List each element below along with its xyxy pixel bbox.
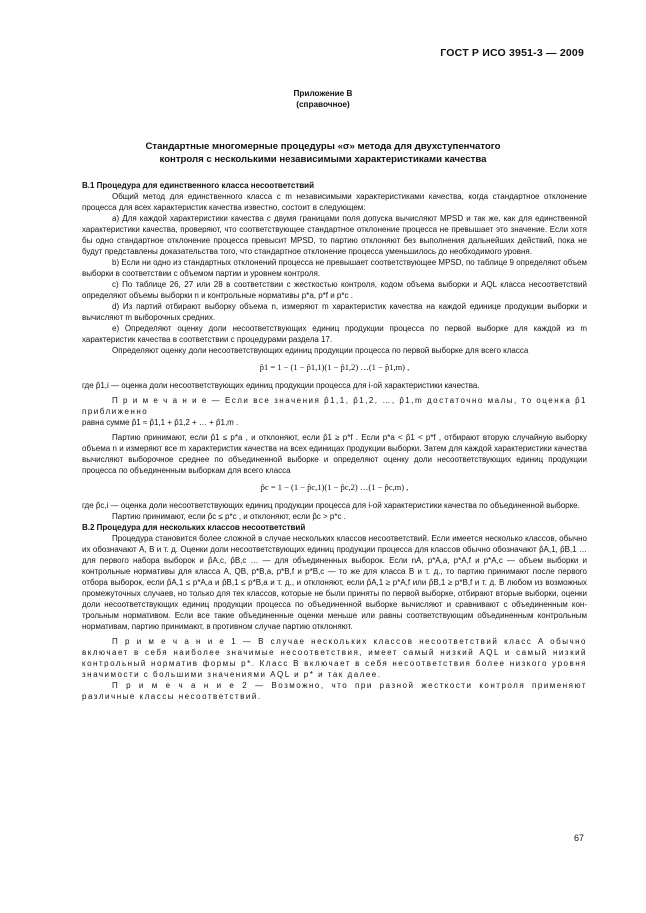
b1-item-b: b) Если ни одно из стандартных отклонений процесса не превышает соответствующее MPSD, по таблице 9 определяют объем выборки в соответствии с объемом партии и уровнем контроля. xyxy=(82,258,587,278)
formula-p1: p̂1 = 1 − (1 − p̂1,1)(1 − p̂1,2) …(1 − p̂1,m) , xyxy=(259,362,410,372)
section-title-line1: Стандартные многомерные процедуры «σ» метода для двухступенчатого xyxy=(145,141,501,152)
b1-item-e2: Определяют оценку доли несоответствующих единиц продукции процесса по первой выборке для всего класса xyxy=(112,346,529,355)
b2-note-2: П р и м е ч а н и е 2 — Возможно, что при разной жесткости контроля применяют различные классы несоответствий. xyxy=(82,681,587,701)
note-sum-line2: равна сумме p̂1 ≈ p̂1,1 + p̂1,2 + … + p̂1,m . xyxy=(82,418,239,427)
body-text xyxy=(82,180,587,702)
acceptance-first-sample: Партию принимают, если p̂1 ≤ p*a , и отклоняют, если p̂1 ≥ p*f . Если p*a < p̂1 < p*f , отбирают вторую случайную выборку объема n и измеряют все m характеристик качества на всех единицах продукции выборки. Затем для каждой характеристики качества вычисляют выборочное среднее по объединенной выборке и определяют оценку доли несоответствующих единиц продукции процесса по объединенным выборкам для всего класса xyxy=(82,433,587,475)
b2-heading: В.2 Процедура для нескольких классов несоответствий xyxy=(82,523,306,532)
b1-intro: Общий метод для единственного класса с m независимыми характеристиками качества, когда стандартное отклонение процесса для всех характеристик качества известно, состоит в следующем: xyxy=(82,192,587,212)
formula-pc: p̂c = 1 − (1 − p̂c,1)(1 − p̂c,2) …(1 − p̂c,m) , xyxy=(260,482,409,492)
b1-item-c: c) По таблице 26, 27 или 28 в соответствии с жесткостью контроля, кодом объема выборки и AQL класса несоответствий определяют объемы выборки n и контрольные нормативы p*a, p*f и p*c . xyxy=(82,280,587,300)
note-sum-line1: П р и м е ч а н и е — Если все значения p̂1,1, p̂1,2, …, p̂1,m достаточно малы, то оценка p̂1 приближенно xyxy=(82,396,587,416)
b2-note-1: П р и м е ч а н и е 1 — В случае нескольких классов несоответствий класс A обычно включает в себя наиболее значимые несоответствия, имеет самый низкий AQL и самый низкий контрольный норматив формы p*. Класс B включает в себя несоответствия более низкого уровня значимости с большими значениями AQL и p* и так далее. xyxy=(82,637,587,679)
section-title-line2: контроля с несколькими независимыми характеристиками качества xyxy=(159,154,487,165)
acceptance-combined: Партию принимают, если p̂c ≤ p*c , и отклоняют, если p̂c > p*c . xyxy=(112,512,346,521)
b1-item-a: a) Для каждой характеристики качества с двумя границами поля допуска вычисляют MPSD и так же, как для единственной характеристики качества, проверяют, что соответствующее стандартное отклонение процесса не превышает это значение. Если хотя бы одно стандартное отклонение процесса превысит MPSD, то партию отклоняют без выполнения дальнейших действий, пока не будут представлены доказательства того, что стандартное отклонение процесса уменьшилось до необходимого уровня. xyxy=(82,214,587,256)
where-pci: где p̂c,i — оценка доли несоответствующих единиц продукции процесса для i-ой характеристики качества по объединенной выборке. xyxy=(82,501,580,510)
b2-paragraph: Процедура становится более сложной в случае нескольких классов несоответствий. Если имеется несколько классов, обычно их обозначают A, B и т. д. Оценки доли несоответствующих единиц продукции процесса для классов обычно обозначают p̂A,1, p̂B,1 … для первого набора выборок и p̂A,c, p̂B,c … — для объединенных выборок. Если nA, p*A,a, p*A,f и p*A,c — объем выборки и контрольные нормативы для класса A, QB, p*B,a, p*B,f и p*B,c — то же для класса B и т. д., то партию принимают после первого отбора выборок, если p̂A,1 ≤ p*A,a и p̂B,1 ≤ p*B,a и т. д., и отклоняют, если p̂A,1 ≥ p*A,f или p̂B,1 ≥ p*B,f и т. д. В любом из возможных промежуточных случаев, но только для тех классов, которые не были приняты по первой выборке, отбирают вторые выборки, оценки доли несоответствующих единиц продукции процесса по объединенной выборке вычисляют и сравнивают с объединенным контрольным нормативом. Если все такие объединенные оценки меньше или равны соответствующим объединенным контрольным нормативам, партию принимают, в противном случае партию отклоняют. xyxy=(82,534,587,631)
b1-item-d: d) Из партий отбирают выборку объема n, измеряют m характеристик качества на каждой единице продукции выборки и вычисляют m выборочных средних. xyxy=(82,302,587,322)
page-number: 67 xyxy=(573,833,584,843)
standard-header: ГОСТ Р ИСО 3951-3 — 2009 xyxy=(440,47,584,59)
b1-item-e: e) Определяют оценку доли несоответствующих единиц продукции процесса по первой выборке для каждой из m характеристик качества в соответствии с процедурами раздела 17. xyxy=(82,324,587,344)
where-p1i: где p̂1,i — оценка доли несоответствующих единиц продукции процесса для i-ой характеристики качества. xyxy=(82,381,480,390)
appendix-title: Приложение В xyxy=(293,89,353,98)
b1-heading: В.1 Процедура для единственного класса несоответствий xyxy=(82,181,314,190)
appendix-subtitle: (справочное) xyxy=(296,100,350,109)
